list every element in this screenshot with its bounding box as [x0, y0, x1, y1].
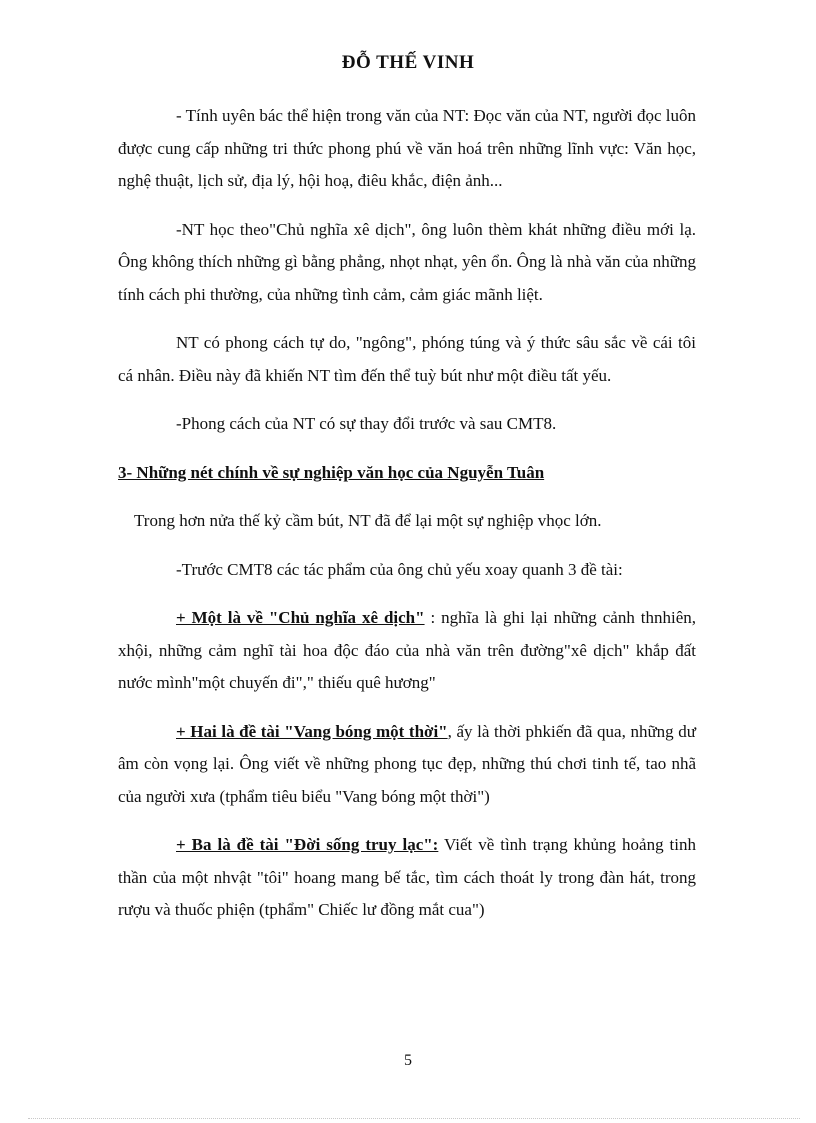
paragraph-erudition: - Tính uyên bác thể hiện trong văn của NT: Đọc văn của NT, người đọc luôn được cung cấp những tri thức phong phú về văn hoá trên những lĩnh vực: Văn học, nghệ thuật, lịch sử, địa lý, hội hoạ, điêu khắc, điện ảnh...	[118, 106, 696, 190]
topic-3-lead: + Ba là đề tài "Đời sống truy lạc":	[176, 835, 439, 854]
section-heading: 3- Những nét chính về sự nghiệp văn học của Nguyễn Tuân	[118, 462, 545, 482]
paragraph-style: NT có phong cách tự do, "ngông", phóng túng và ý thức sâu sắc về cái tôi cá nhân. Điều này đã khiến NT tìm đến thể tuỳ bút như một điều tất yếu.	[118, 333, 696, 385]
paragraph-style-change: -Phong cách của NT có sự thay đổi trước và sau CMT8.	[176, 414, 557, 433]
list-item-topic-2	[118, 716, 696, 814]
topic-3-text: Viết về tình trạng khủng hoảng tinh thần của một nhvật "tôi" hoang mang bế tắc, tìm cách thoát ly trong đàn hát, trong rượu và thuốc phiện (tphẩm" Chiếc lư đồng mắt cua")	[118, 835, 696, 919]
topic-2-text: , ấy là thời phkiến đã qua, những dư âm còn vọng lại. Ông viết về những phong tục đẹp, những thú chơi tinh tế, tao nhã của người xưa (tphẩm tiêu biểu "Vang bóng một thời")	[118, 721, 696, 806]
page-number: 5	[404, 1052, 412, 1069]
paragraph-before-cmt8: -Trước CMT8 các tác phẩm của ông chủ yếu xoay quanh 3 đề tài:	[176, 559, 623, 579]
topic-1-text: : nghĩa là ghi lại những cảnh thnhiên, xhội, những cảm nghĩ tài hoa độc đáo của nhà văn trên đường"xê dịch" khắp đất nước mình"một chuyến đi"," thiếu quê hương"	[118, 608, 696, 692]
list-item-topic-1	[118, 602, 696, 700]
paragraph-career: Trong hơn nửa thế kỷ cầm bút, NT đã để lại một sự nghiệp vhọc lớn.	[134, 511, 602, 530]
page-bottom-divider	[28, 1118, 800, 1119]
list-item-topic-3	[118, 829, 696, 927]
paragraph-xe-dich: -NT học theo"Chủ nghĩa xê dịch", ông luôn thèm khát những điều mới lạ. Ông không thích những gì bằng phẳng, nhọt nhạt, yên ổn. Ông là nhà văn của những tính cách phi thường, của những tình cảm, cảm giác mãnh liệt.	[118, 219, 696, 304]
topic-2-lead: + Hai là đề tài "Vang bóng một thời"	[176, 721, 448, 741]
topic-1-lead: + Một là về "Chủ nghĩa xê dịch"	[176, 608, 425, 627]
page-header-title: ĐỖ THẾ VINH	[341, 52, 475, 73]
body-text	[118, 100, 696, 927]
